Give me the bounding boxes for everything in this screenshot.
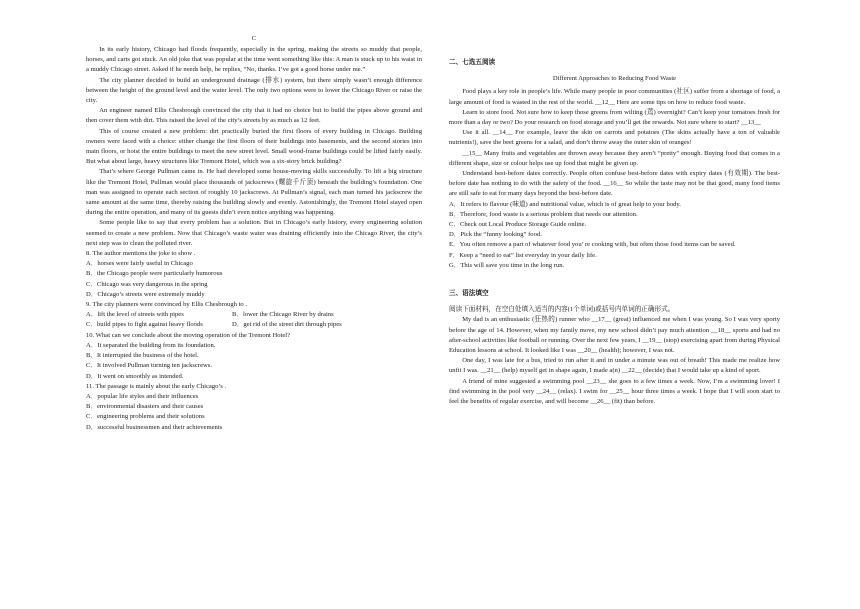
question-11-option-b: B．environmental disasters and their causes xyxy=(86,403,204,411)
cloze-paragraph-1: Food plays a key role in people’s life. While many people in poor communities (社区) suffer from a shortage of food, a large amount of food is wasted in the rest of the world. __12__ Here are some tips on how to reduce food waste. xyxy=(449,88,780,106)
article-title: Different Approaches to Reducing Food Waste xyxy=(552,75,677,83)
question-8-option-d: D．Chicago’s streets were extremely muddy xyxy=(86,290,205,298)
question-9-option-d: D．get rid of the street dirt through pipes xyxy=(232,321,342,329)
right-column xyxy=(449,0,780,407)
question-10-stem: 10. What can we conclude about the moving operation of the Tremont Hotel? xyxy=(86,331,291,339)
question-9-options-row-1 xyxy=(86,310,422,320)
left-column xyxy=(86,0,422,433)
passage-paragraph-2: The city planner decided to build an underground drainage (排水) system, but there simply wasn’t enough difference between the height of the ground level and the water level. The only two options were to lower the Chicago River or raise the city. xyxy=(86,76,422,105)
question-8-option-b: B．the Chicago people were particularly humorous xyxy=(86,270,223,278)
question-9-stem: 9. The city planners were convinced by Ellis Chesbrough to . xyxy=(86,301,248,309)
cloze-option-f: F．Keep a “need to eat” list everyday in your daily life. xyxy=(449,251,597,259)
passage-paragraph-4: This of course created a new problem: dirt practically buried the first floors of every building in Chicago. Building owners were faced with a choice: either change the first floors of their buildings into basements, and the second stories into main floors, or hoist the entire buildings to meet the new street level. Small wood-frame buildings could be lifted fairly easily. But what about large, heavy structures like Tremont Hotel, which was a six-story brick building? xyxy=(86,127,422,166)
section-3-heading: 三、语法填空 xyxy=(449,290,489,298)
passage-paragraph-6: Some people like to say that every problem has a solution. But in Chicago’s early history, every engineering solution seemed to create a new problem. Now that Chicago’s waste water was draining efficiently into the Chicago River, the city’s next step was to clean the polluted river. xyxy=(86,219,422,247)
cloze-paragraph-5: Understand best-before dates correctly. People often confuse best-before dates with expiry dates (有效期). The best-before date has nothing to do with the safety of the food. __16__ So while the taste may not be that good, many food items are still safe to eat for many days beyond the best-before date. xyxy=(449,170,780,198)
grammar-instruction: 阅读下面材料，在空白处填入适当的内容(1个单词)或括号内单词的正确形式。 xyxy=(449,306,675,314)
question-11-option-d: D．successful businessmen and their achievements xyxy=(86,423,223,431)
passage-paragraph-5: That’s where George Pullman came in. He had developed some house-moving skills successfully. To lift a big structure like the Tremont Hotel, Pullman would place thousands of jackscrews (螺旋千斤顶) beneath the building’s foundation. One man was assigned to operate each section of roughly 10 jackscrews. At Pullman’s signal, each man turned his jackscrew the same amount at the same time, thereby raising the building slowly and evenly. Astonishingly, the Tremont Hotel stayed open during the entire operation, and many of its guests didn’t even notice anything was happening. xyxy=(86,168,422,217)
passage-paragraph-3: An engineer named Ellis Chesbrough convinced the city that it had no choice but to build the pipes above ground and then cover them with dirt. This raised the level of the city’s streets by as much as 12 feet. xyxy=(86,107,422,125)
question-10-option-c: C．It involved Pullman turning ten jackscrews. xyxy=(86,362,212,370)
question-10-option-b: B．It interrupted the business of the hotel. xyxy=(86,352,199,360)
cloze-paragraph-2: Learn to store food. Not sure how to keep those greens from wilting (蔫) overnight? Can’t keep your tomatoes fresh for more than a day or two? Do your research on food storage and you’ll get the rewards. Not sure where to start? __13__ xyxy=(449,108,780,127)
cloze-option-c: C．Check out Local Produce Storage Guide online. xyxy=(449,221,587,229)
question-9-option-c: C．build pipes to fight against heavy floods xyxy=(86,321,203,329)
cloze-option-b: B．Therefore, food waste is a serious problem that needs our attention. xyxy=(449,210,638,218)
cloze-option-d: D．Pick the “funny looking” food. xyxy=(449,231,542,239)
question-8-stem: 8. The author mentions the joke to show . xyxy=(86,250,196,258)
question-8-option-c: C．Chicago was very dangerous in the spring xyxy=(86,280,208,288)
passage-label: C xyxy=(251,35,257,42)
section-2-heading: 二、七选五阅读 xyxy=(449,59,496,66)
cloze-option-a: A．It refers to flavour (味道) and nutritional value, which is of great help to your body. xyxy=(449,200,681,208)
question-11-option-a: A．popular life styles and their influences xyxy=(86,392,199,400)
cloze-paragraph-4: __15__ Many fruits and vegetables are thrown away because they aren’t “pretty” enough. Buying food that comes in a different shape, size or colour helps use up food that might be given up. xyxy=(449,149,780,167)
grammar-paragraph-3: A friend of mine suggested a swimming pool __23__ she goes to a few times a week. Now, I’m a swimming lover! I find swimming in the pool very __24__ (relax). I swim for __25__ hour three times a week. I hope that I will soon start to feel the benefits of regular exercise, and will become __26__ (fit) than before. xyxy=(449,377,780,406)
question-8-option-a: A．horses were fairly useful in Chicago xyxy=(86,260,193,268)
passage-paragraph-1: In its early history, Chicago had floods frequently, especially in the spring, making the streets so muddy that people, horses, and carts got stuck. An old joke that was popular at the time went something like this: A man is stuck up to his waist in a muddy Chicago street. Asked if he needs help, he replies, “No, thanks. I’ve got a good horse under me.” xyxy=(86,46,422,74)
grammar-paragraph-1: My dad is an enthusiastic (狂热的) runner who __17__ (great) influenced me when I was young. So I was very sporty before the age of 14. However, when my family move, my new school didn’t pay much attention __18__ sports and had no after-school activities like football or running. Over the next few years, I __19__ (stop) exercising apart from during Physical Education lessons at school. It looked like I was __20__ (health); however, I was not. xyxy=(449,316,780,355)
question-10-option-d: D．It went on smoothly as intended. xyxy=(86,372,184,380)
question-10-option-a: A．It separated the building from its foundation. xyxy=(86,341,216,349)
cloze-option-e: E．You often remove a part of whatever food you’ re cooking with, but often those food items can be saved. xyxy=(449,241,736,249)
question-9-option-a: A．lift the level of streets with pipes xyxy=(86,311,184,319)
cloze-paragraph-3: Use it all. __14__ For example, leave the skin on carrots and potatoes (The skins actually have a ton of valuable nutrients!), save the beet greens for a salad, and don’t throw away the outer skin of oranges! xyxy=(449,129,780,147)
question-11-stem: 11. The passage is mainly about the early Chicago’s . xyxy=(86,382,227,390)
question-9-options-row-2 xyxy=(86,320,422,330)
question-9-option-b: B．lower the Chicago River by drains xyxy=(232,311,334,319)
grammar-paragraph-2: One day, I was late for a bus, tried to run after it and in under a minute was out of breath! This made me realize how unfit I was. __21__ (help) myself get in shape again, I made a(n) __22__ (decide) that I would take up a kind of sport. xyxy=(449,357,780,375)
cloze-option-g: G．This will save you time in the long run. xyxy=(449,261,565,269)
question-11-option-c: C．engineering problems and their solutions xyxy=(86,413,205,421)
